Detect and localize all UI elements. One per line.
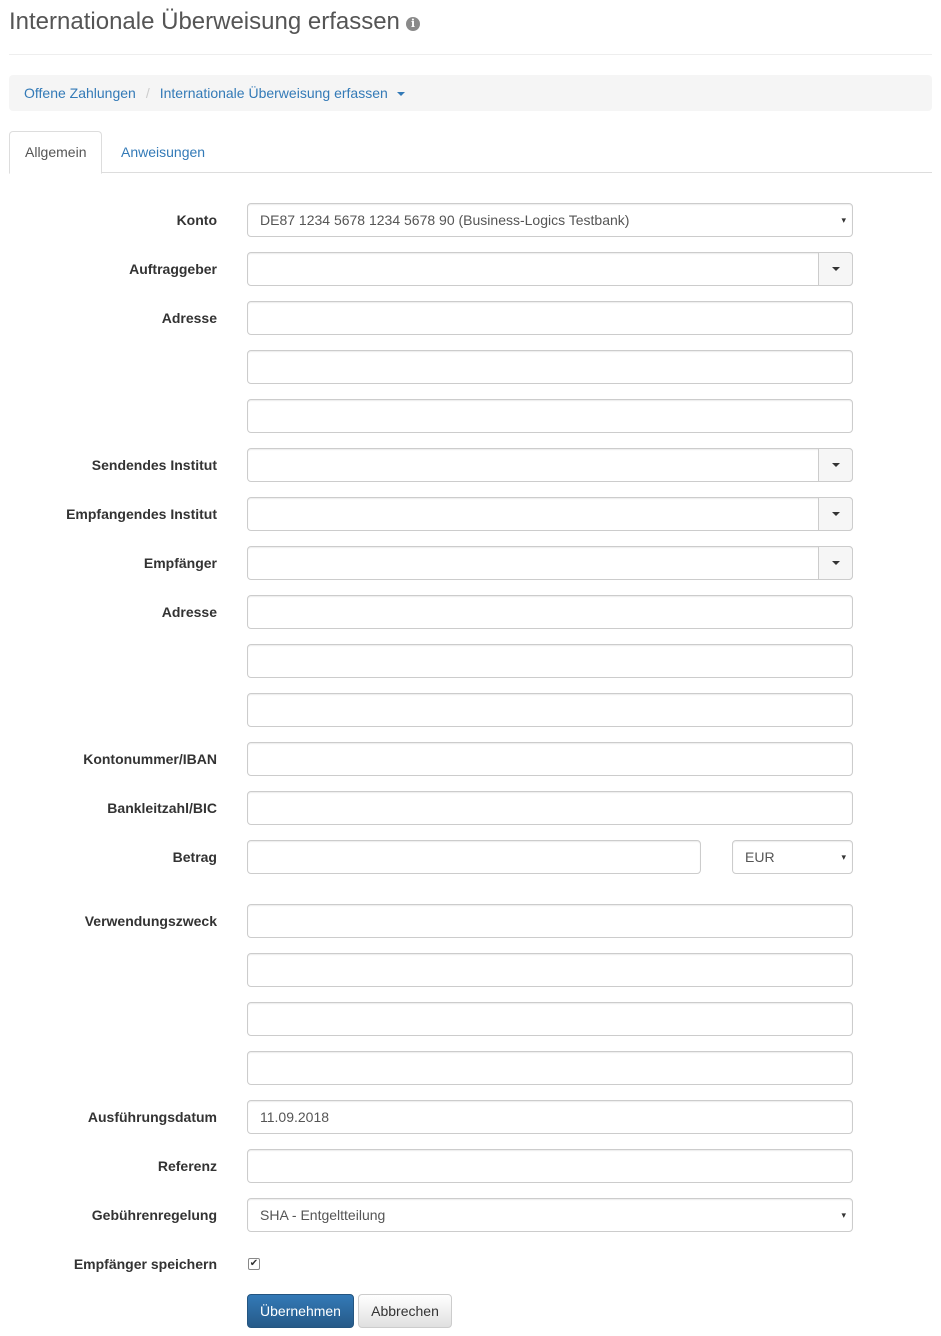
caret-down-icon xyxy=(832,561,840,565)
waehrung-value: EUR xyxy=(745,849,775,865)
ausfuehrungsdatum-input[interactable] xyxy=(247,1100,853,1134)
sendendes-institut-label: Sendendes Institut xyxy=(91,457,217,473)
breadcrumb xyxy=(9,75,932,111)
caret-down-icon xyxy=(832,267,840,271)
empfaenger-adresse-line-1-input[interactable] xyxy=(247,595,853,629)
info-circle-icon[interactable]: i xyxy=(406,17,420,31)
empfangendes-institut-combobox[interactable] xyxy=(247,497,853,531)
tab-bar xyxy=(9,131,932,173)
empfaenger-speichern-checkbox[interactable]: ✔ xyxy=(249,1258,259,1269)
empfaenger-adresse-line-2-input[interactable] xyxy=(247,644,853,678)
breadcrumb-current-label: Internationale Überweisung erfassen xyxy=(159,85,388,101)
empfaenger-adresse-line-3-input[interactable] xyxy=(247,693,853,727)
empfaenger-combobox[interactable] xyxy=(247,546,853,580)
page-title xyxy=(9,7,420,37)
caret-down-icon xyxy=(832,512,840,516)
verwendungszweck-line-3-input[interactable] xyxy=(247,1002,853,1036)
chevron-down-icon xyxy=(397,92,405,96)
verwendungszweck-label: Verwendungszweck xyxy=(84,913,217,929)
uebernehmen-button[interactable]: Übernehmen xyxy=(247,1294,354,1328)
select-arrow-icon: ▾ xyxy=(841,1210,846,1220)
breadcrumb-separator: / xyxy=(145,85,150,101)
verwendungszweck-line-4-input[interactable] xyxy=(247,1051,853,1085)
konto-value: DE87 1234 5678 1234 5678 90 (Business-Logics Testbank) xyxy=(260,212,630,228)
adresse-line-2-input[interactable] xyxy=(247,350,853,384)
referenz-input[interactable] xyxy=(247,1149,853,1183)
select-arrow-icon: ▾ xyxy=(841,852,846,862)
betrag-label: Betrag xyxy=(172,849,217,865)
ausfuehrungsdatum-label: Ausführungsdatum xyxy=(87,1109,217,1125)
title-divider xyxy=(9,54,932,55)
caret-down-icon xyxy=(832,463,840,467)
breadcrumb-current-page[interactable] xyxy=(160,85,405,101)
sendendes-institut-dropdown-button[interactable] xyxy=(818,448,853,482)
konto-label: Konto xyxy=(176,212,217,228)
iban-input[interactable] xyxy=(247,742,853,776)
auftraggeber-combobox[interactable] xyxy=(247,252,853,286)
bic-input[interactable] xyxy=(247,791,853,825)
verwendungszweck-line-2-input[interactable] xyxy=(247,953,853,987)
konto-select[interactable] xyxy=(247,203,853,237)
tab-allgemein[interactable]: Allgemein xyxy=(9,131,102,174)
bic-label: Bankleitzahl/BIC xyxy=(107,800,217,816)
adresse-label: Adresse xyxy=(161,310,217,326)
gebuehrenregelung-select[interactable] xyxy=(247,1198,853,1232)
auftraggeber-dropdown-button[interactable] xyxy=(818,252,853,286)
referenz-label: Referenz xyxy=(157,1158,217,1174)
empfangendes-institut-label: Empfangendes Institut xyxy=(66,506,217,522)
iban-label: Kontonummer/IBAN xyxy=(83,751,217,767)
verwendungszweck-line-1-input[interactable] xyxy=(247,904,853,938)
adresse-line-3-input[interactable] xyxy=(247,399,853,433)
ausfuehrungsdatum-value: 11.09.2018 xyxy=(260,1109,330,1125)
select-arrow-icon: ▾ xyxy=(841,215,846,225)
abbrechen-button[interactable]: Abbrechen xyxy=(358,1294,452,1328)
tab-anweisungen[interactable]: Anweisungen xyxy=(121,144,206,160)
empfaenger-speichern-label: Empfänger speichern xyxy=(73,1256,217,1272)
empfaenger-label: Empfänger xyxy=(143,555,217,571)
betrag-input[interactable] xyxy=(247,840,701,874)
empfaenger-dropdown-button[interactable] xyxy=(818,546,853,580)
breadcrumb-offene-zahlungen[interactable]: Offene Zahlungen xyxy=(24,85,136,101)
page-title-text: Internationale Überweisung erfassen xyxy=(9,8,400,35)
empfangendes-institut-dropdown-button[interactable] xyxy=(818,497,853,531)
adresse-line-1-input[interactable] xyxy=(247,301,853,335)
gebuehrenregelung-value: SHA - Entgeltteilung xyxy=(260,1207,386,1223)
waehrung-select[interactable] xyxy=(732,840,853,874)
empfaenger-adresse-label: Adresse xyxy=(161,604,217,620)
gebuehrenregelung-label: Gebührenregelung xyxy=(91,1207,217,1223)
sendendes-institut-combobox[interactable] xyxy=(247,448,853,482)
auftraggeber-label: Auftraggeber xyxy=(129,261,217,277)
